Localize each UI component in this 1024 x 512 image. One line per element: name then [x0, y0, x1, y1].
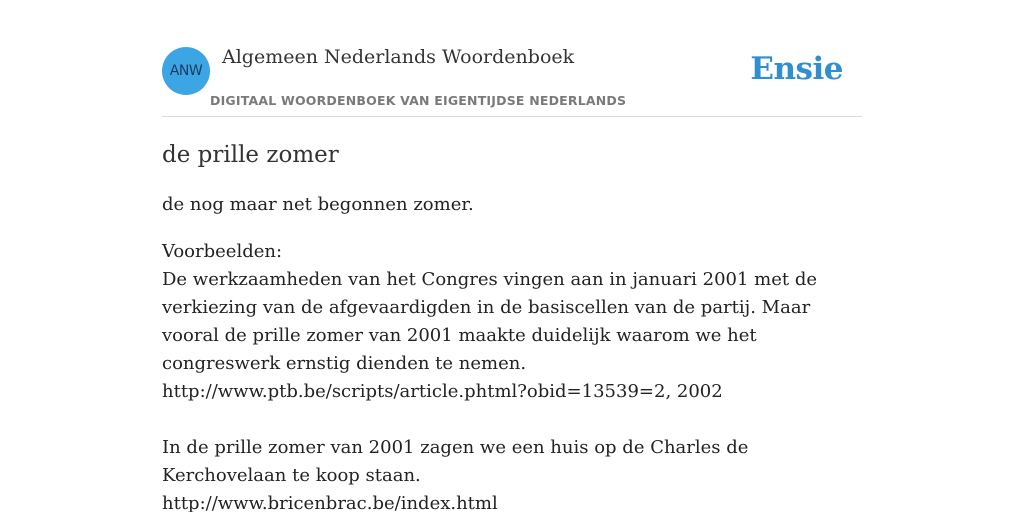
examples-section	[162, 238, 862, 512]
logo-text: ANW	[169, 63, 203, 79]
entry-headword: de prille zomer	[162, 142, 339, 168]
dictionary-entry	[162, 139, 862, 512]
site-title[interactable]: Algemeen Nederlands Woordenboek	[222, 46, 575, 68]
example-spacer	[162, 406, 862, 434]
site-header	[162, 0, 862, 117]
page-container	[162, 0, 862, 512]
example-source: http://www.bricenbrac.be/index.html	[162, 493, 498, 512]
ensie-brand-logo[interactable]: Ensie	[750, 51, 843, 87]
example-text: In de prille zomer van 2001 zagen we een huis op de Charles de Kerchovelaan te koop staan.	[162, 437, 749, 486]
example-item	[162, 434, 862, 512]
example-text: De werkzaamheden van het Congres vingen aan in januari 2001 met de verkiezing van de afgevaardigden in de basiscellen van de partij. Maar vooral de prille zomer van 2001 maakte duidelijk waarom we het congreswerk ernstig dienden te nemen.	[162, 269, 818, 374]
examples-label: Voorbeelden:	[162, 241, 283, 262]
entry-definition: de nog maar net begonnen zomer.	[162, 194, 474, 215]
site-subtitle: DIGITAAL WOORDENBOEK VAN EIGENTIJDSE NEDERLANDS	[210, 93, 627, 108]
example-item	[162, 266, 862, 406]
example-source: http://www.ptb.be/scripts/article.phtml?obid=13539=2, 2002	[162, 381, 723, 402]
anw-logo[interactable]	[162, 47, 210, 95]
